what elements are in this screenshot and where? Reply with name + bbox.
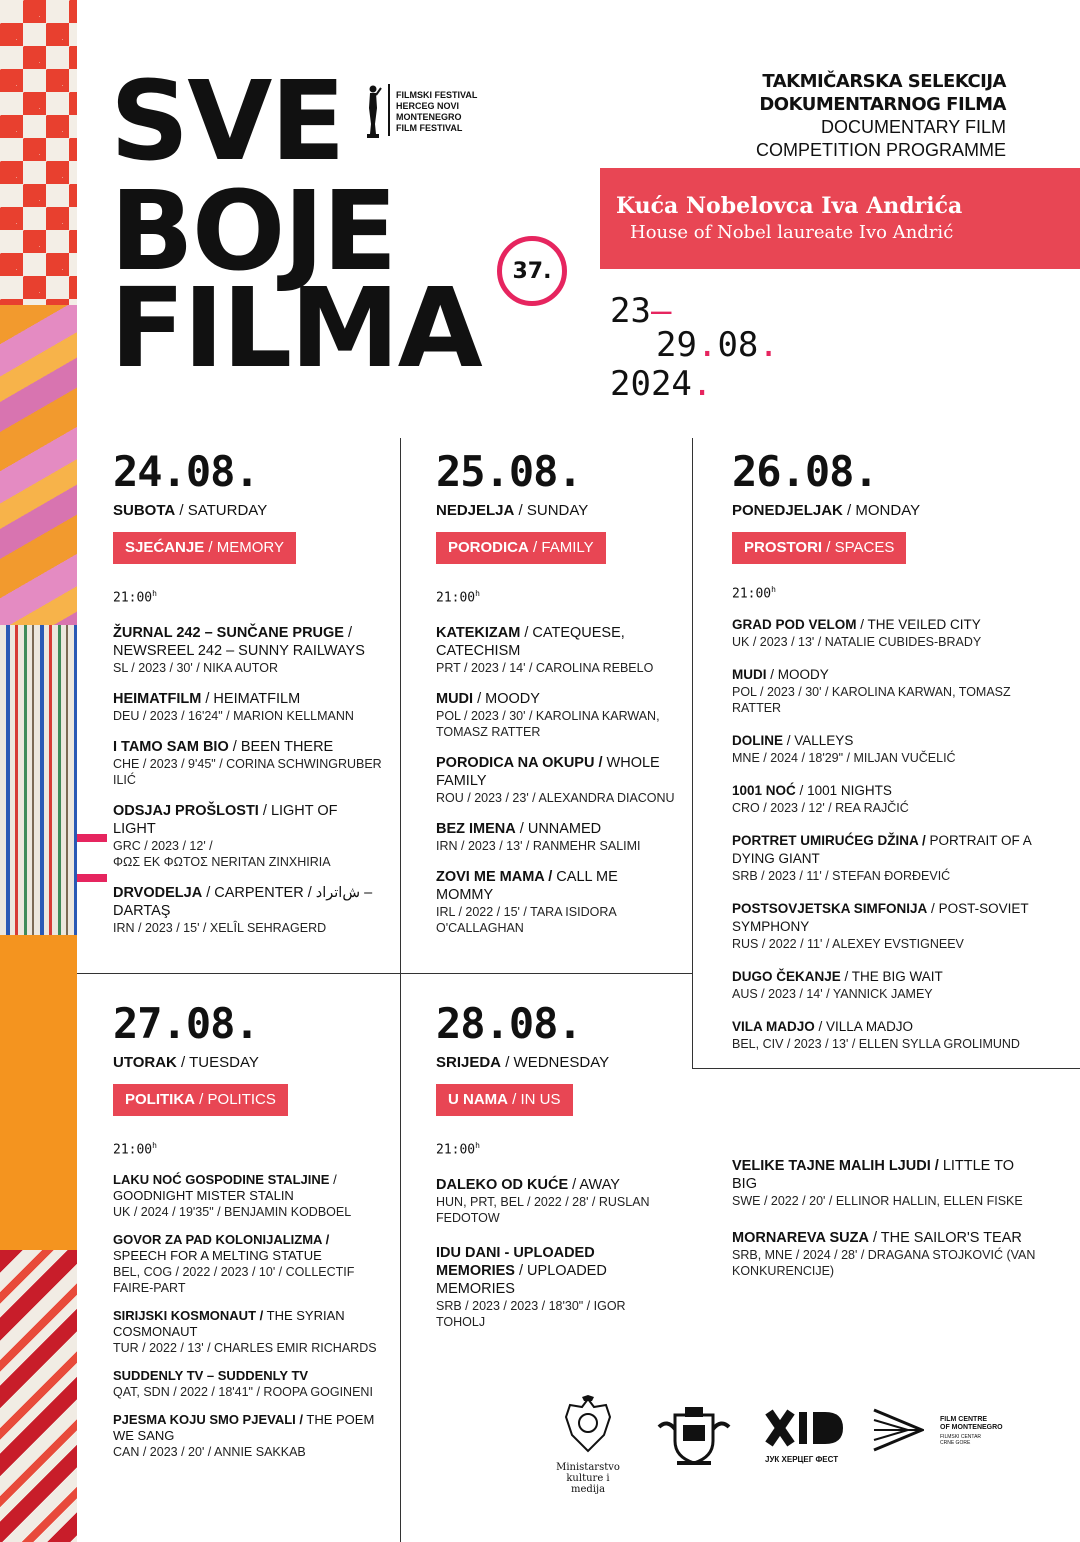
day-name: SUBOTA / SATURDAY — [113, 502, 268, 519]
film-title: GOVOR ZA PAD KOLONIJALIZMA / — [113, 1232, 330, 1248]
woven-stripes — [0, 625, 77, 935]
film-meta: CAN / 2023 / 20' / ANNIE SAKKAB — [113, 1445, 306, 1460]
day-name-local: SUBOTA — [113, 502, 176, 519]
day-name-en: TUESDAY — [189, 1054, 259, 1071]
screening-time — [113, 586, 383, 606]
film-list — [113, 624, 383, 936]
film-title-en: LIGHT OF LIGHT — [113, 803, 338, 838]
film-title-en: CATEQUESE, CATECHISM — [436, 625, 625, 660]
sponsor-caption: kulture i — [566, 1473, 610, 1484]
film-list-continued — [732, 1157, 1042, 1293]
film-meta: POL / 2023 / 30' / KAROLINA KARWAN, TOMASZ RATTER — [732, 685, 1011, 716]
film-entry: I TAMO SAM BIO / BEEN THERE CHE / 2023 / 9'45" / CORINA SCHWINGRUBER ILIĆ — [113, 739, 382, 788]
film-meta: SRB, MNE / 2024 / 28' / DRAGANA STOJKOVIĆ (VAN KONKURENCIJE) — [732, 1248, 1036, 1278]
sponsor-caption: CRNE GORE — [940, 1440, 971, 1446]
film-title: ZOVI ME MAMA / — [436, 869, 553, 886]
day-column — [436, 999, 676, 1344]
logo-text-line: MONTENEGRO — [396, 112, 462, 122]
film-meta: BEL, COG / 2022 / 2023 / 10' / COLLECTIF FAIRE-PART — [113, 1265, 355, 1296]
theme-local: SJEĆANJE — [125, 539, 205, 556]
film-entry: VILA MADJO / VILLA MADJO BEL, CIV / 2023 / 13' / ELLEN SYLLA GROLIMUND — [732, 1018, 1042, 1052]
logo-divider — [388, 84, 390, 136]
juk-logo-icon — [765, 1408, 847, 1448]
film-meta: RUS / 2022 / 11' / ALEXEY EVSTIGNEEV — [732, 937, 964, 952]
theme-en: POLITICS — [207, 1091, 276, 1108]
film-meta: HUN, PRT, BEL / 2022 / 28' / RUSLAN FEDOTOW — [436, 1195, 650, 1226]
statuette-logo-icon — [362, 84, 384, 138]
film-title-en: SPEECH FOR A MELTING STATUE — [113, 1248, 322, 1264]
film-meta: GRC / 2023 / 12' / — [113, 839, 213, 854]
theme-local: PORODICA — [448, 539, 529, 556]
film-title: ŽURNAL 242 – SUNČANE PRUGE — [113, 625, 344, 642]
ministry-logo — [556, 1395, 620, 1495]
day-name-local: SRIJEDA — [436, 1054, 502, 1071]
film-meta: SWE / 2022 / 20' / ELLINOR HALLIN, ELLEN FISKE — [732, 1194, 1023, 1208]
grid-divider — [400, 973, 401, 1542]
film-entry — [113, 1308, 383, 1356]
theme-local: PROSTORI — [744, 539, 823, 556]
film-title-en: GOODNIGHT MISTER STALIN — [113, 1188, 294, 1204]
film-entry: ODSJAJ PROŠLOSTI / LIGHT OF LIGHT GRC / 2023 / 12' / ΦΩΣ ΕΚ ΦΩΤΟΣ NERITAN ZINXHIRIA — [113, 802, 383, 870]
film-entry: MORNAREVA SUZA / THE SAILOR'S TEAR SRB, MNE / 2024 / 28' / DRAGANA STOJKOVIĆ (VAN KONKURENCIJE) — [732, 1229, 1042, 1279]
theme-en: IN US — [520, 1091, 561, 1108]
logo-text-line: FILM FESTIVAL — [396, 123, 463, 133]
film-title: PJESMA KOJU SMO PJEVALI / — [113, 1412, 303, 1428]
film-title-en: WHOLE FAMILY — [436, 755, 660, 790]
theme-local: POLITIKA — [125, 1091, 195, 1108]
film-entry — [732, 832, 1042, 884]
day-name-local: PONEDJELJAK — [732, 502, 843, 519]
checkered-textile — [0, 0, 77, 305]
period-end — [656, 325, 779, 365]
film-entry — [113, 1412, 383, 1460]
sponsor-caption: FILM CENTRE — [940, 1416, 988, 1423]
film-title: POSTSOVJETSKA SIMFONIJA — [732, 901, 928, 917]
film-meta: IRL / 2022 / 15' / TARA ISIDORA O'CALLAGHAN — [436, 905, 617, 936]
day-name: UTORAK / TUESDAY — [113, 1054, 259, 1071]
day-name-local: NEDJELJA — [436, 502, 515, 519]
film-title: MORNAREVA SUZA — [732, 1230, 869, 1246]
time-suffix: h — [475, 1141, 480, 1150]
film-centre-logo-icon — [872, 1408, 924, 1452]
film-entry — [113, 1232, 383, 1296]
coat-of-arms-icon — [556, 1395, 620, 1457]
film-entry: MUDI / MOODY POL / 2023 / 30' / KAROLINA KARWAN, TOMASZ RATTER — [436, 690, 676, 740]
time-value: 21:00 — [436, 590, 476, 606]
film-meta: IRN / 2023 / 13' / RANMEHR SALIMI — [436, 839, 641, 854]
film-title: VELIKE TAJNE MALIH LJUDI / — [732, 1158, 939, 1174]
sponsor-caption: ЈУК ХЕРЦЕГ ФЕСТ — [765, 1455, 839, 1464]
day-name-en: WEDNESDAY — [513, 1054, 610, 1071]
film-meta: SL / 2023 / 30' / NIKA AUTOR — [113, 661, 278, 676]
film-title: I TAMO SAM BIO — [113, 739, 229, 756]
film-meta: MNE / 2024 / 18'29" / MILJAN VUČELIĆ — [732, 751, 956, 766]
pink-marker — [77, 874, 107, 882]
decorative-textile-strip — [0, 0, 77, 1542]
period-start — [610, 291, 672, 331]
theme-local: U NAMA — [448, 1091, 508, 1108]
film-entry: BEZ IMENA / UNNAMED IRN / 2023 / 13' / RANMEHR SALIMI — [436, 820, 676, 854]
film-title: SIRIJSKI KOSMONAUT / — [113, 1308, 264, 1324]
day-date: 28.08. — [436, 999, 582, 1048]
title-line-2: BOJE — [110, 167, 396, 295]
film-title-en: 1001 NIGHTS — [807, 783, 892, 799]
film-meta: CHE / 2023 / 9'45" / CORINA SCHWINGRUBER ILIĆ — [113, 757, 382, 788]
film-title-en: VILLA MADJO — [826, 1019, 914, 1035]
theme-badge: PORODICA / FAMILY — [436, 532, 606, 564]
film-title: VILA MADJO — [732, 1019, 815, 1035]
film-entry — [436, 754, 676, 806]
sponsor-caption: medija — [570, 1484, 606, 1495]
orange-fabric — [0, 935, 77, 1250]
film-title: 1001 NOĆ — [732, 783, 796, 799]
film-entry: DOLINE / VALLEYS MNE / 2024 / 18'29" / MILJAN VUČELIĆ — [732, 732, 1042, 766]
film-title-en: THE POEM WE SANG — [113, 1412, 375, 1444]
venue-name-en: House of Nobel laureate Ivo Andrić — [630, 222, 954, 243]
film-meta: DEU / 2023 / 16'24" / MARION KELLMANN — [113, 709, 354, 724]
selection-line-4: COMPETITION PROGRAMME — [755, 140, 1006, 160]
time-suffix: h — [771, 585, 776, 594]
day-date: 24.08. — [113, 447, 259, 496]
selection-line-1: TAKMIČARSKA SELEKCIJA — [762, 71, 1006, 92]
day-name: SRIJEDA / WEDNESDAY — [436, 1054, 610, 1071]
day-name-local: UTORAK — [113, 1054, 177, 1071]
edition-badge: 37. — [497, 236, 567, 306]
time-value: 21:00 — [436, 1142, 476, 1158]
theme-en: FAMILY — [541, 539, 594, 556]
selection-heading — [756, 70, 1006, 162]
film-list — [436, 1176, 676, 1330]
day-name-en: SATURDAY — [187, 502, 268, 519]
grid-divider — [692, 1068, 1080, 1069]
film-meta: CRO / 2023 / 12' / REA RAJČIĆ — [732, 801, 909, 816]
film-title-en: THE VEILED CITY — [867, 617, 981, 633]
film-entry: LAKU NOĆ GOSPODINE STALJINE / GOODNIGHT MISTER STALIN UK / 2024 / 19'35" / BENJAMIN KODBOEL — [113, 1172, 383, 1220]
film-title: GRAD POD VELOM — [732, 617, 857, 633]
period-year: 2024 — [610, 364, 692, 404]
period-end-day: 29 — [656, 325, 697, 365]
grid-divider — [77, 973, 693, 974]
film-title-en: LITTLE TO BIG — [732, 1158, 1014, 1192]
film-meta: QAT, SDN / 2022 / 18'41" / ROOPA GOGINENI — [113, 1385, 373, 1400]
period-dash: – — [650, 291, 672, 331]
sponsor-caption: OF MONTENEGRO — [940, 1424, 1003, 1431]
period-dot: . — [696, 325, 718, 365]
theme-en: MEMORY — [216, 539, 284, 556]
film-title: SUDDENLY TV – SUDDENLY TV — [113, 1368, 309, 1384]
day-column — [113, 999, 383, 1460]
theme-en: SPACES — [834, 539, 895, 556]
film-list — [732, 616, 1042, 1052]
time-value: 21:00 — [732, 586, 772, 602]
theme-badge: SJEĆANJE / MEMORY — [113, 532, 296, 564]
film-title-en: UNNAMED — [527, 821, 602, 838]
film-meta: ROU / 2023 / 23' / ALEXANDRA DIACONU — [436, 791, 675, 806]
film-title: ODSJAJ PROŠLOSTI — [113, 803, 259, 820]
municipality-crest-icon — [655, 1405, 733, 1467]
film-entry: ŽURNAL 242 – SUNČANE PRUGE / NEWSREEL 242 – SUNNY RAILWAYS SL / 2023 / 30' / NIKA AUTOR — [113, 624, 383, 676]
pink-marker — [77, 834, 107, 842]
grid-divider — [400, 438, 401, 973]
film-entry: GRAD POD VELOM / THE VEILED CITY UK / 2023 / 13' / NATALIE CUBIDES-BRADY — [732, 616, 1042, 650]
film-entry: HEIMATFILM / HEIMATFILM DEU / 2023 / 16'24" / MARION KELLMANN — [113, 690, 383, 724]
logo-text-line: HERCEG NOVI — [396, 101, 460, 111]
film-meta: UK / 2024 / 19'35" / BENJAMIN KODBOEL — [113, 1205, 352, 1220]
film-title-en: CALL ME MOMMY — [436, 869, 618, 904]
film-meta: POL / 2023 / 30' / KAROLINA KARWAN, TOMASZ RATTER — [436, 709, 660, 740]
period-year-line — [610, 364, 713, 404]
juk-herceg-fest-logo — [765, 1408, 855, 1464]
period-dot: . — [691, 364, 713, 404]
time-value: 21:00 — [113, 1142, 153, 1158]
screening-time — [732, 582, 1042, 602]
film-meta: ΦΩΣ ΕΚ ΦΩΤΟΣ NERITAN ZINXHIRIA — [113, 855, 331, 870]
film-title: MUDI — [436, 691, 474, 708]
film-entry: POSTSOVJETSKA SIMFONIJA / POST-SOVIET SYMPHONY RUS / 2022 / 11' / ALEXEY EVSTIGNEEV — [732, 900, 1042, 952]
day-column — [732, 447, 1042, 1052]
film-title-en: POST-SOVIET SYMPHONY — [732, 901, 1029, 935]
film-title: IDU DANI - UPLOADED MEMORIES — [436, 1245, 595, 1280]
sponsor-caption: FILMSKI CENTAR — [940, 1434, 982, 1440]
logo-text-line: FILMSKI FESTIVAL — [396, 90, 478, 100]
film-title: PORTRET UMIRUĆEG DŽINA / — [732, 833, 926, 849]
film-title-en: UPLOADED MEMORIES — [436, 1263, 607, 1298]
theme-badge: PROSTORI / SPACES — [732, 532, 906, 564]
red-fabric — [0, 1250, 77, 1542]
film-entry: DALEKO OD KUĆE / AWAY HUN, PRT, BEL / 2022 / 28' / RUSLAN FEDOTOW — [436, 1176, 676, 1226]
film-title-en: BEEN THERE — [240, 739, 334, 756]
title-line-3: FILMA — [110, 264, 481, 392]
film-entry — [732, 1157, 1042, 1209]
film-title-en: THE SAILOR'S TEAR — [880, 1230, 1022, 1246]
film-meta: SRB / 2023 / 11' / STEFAN ĐORĐEVIĆ — [732, 869, 951, 884]
venue-name: Kuća Nobelovca Iva Andrića — [616, 193, 963, 219]
film-title: BEZ IMENA — [436, 821, 516, 838]
film-title: DOLINE — [732, 733, 784, 749]
film-entry — [113, 1368, 383, 1400]
film-title-en: THE SYRIAN COSMONAUT — [113, 1308, 345, 1340]
theme-badge: U NAMA / IN US — [436, 1084, 573, 1116]
film-title: KATEKIZAM — [436, 625, 521, 642]
day-name: NEDJELJA / SUNDAY — [436, 502, 589, 519]
period-start-day: 23 — [610, 291, 651, 331]
screening-time — [113, 1138, 383, 1158]
film-meta: PRT / 2023 / 14' / CAROLINA REBELO — [436, 661, 654, 676]
film-meta: AUS / 2023 / 14' / YANNICK JAMEY — [732, 987, 933, 1002]
film-title: LAKU NOĆ GOSPODINE STALJINE — [113, 1172, 330, 1188]
film-meta: IRN / 2023 / 15' / XELÎL SEHRAGERD — [113, 921, 327, 936]
day-column — [113, 447, 383, 950]
film-title-en: MOODY — [777, 667, 829, 683]
venue-box — [600, 168, 1080, 269]
film-entry: MUDI / MOODY POL / 2023 / 30' / KAROLINA KARWAN, TOMASZ RATTER — [732, 666, 1042, 716]
film-entry: DUGO ČEKANJE / THE BIG WAIT AUS / 2023 / 14' / YANNICK JAMEY — [732, 968, 1042, 1002]
screening-time — [436, 1138, 676, 1158]
festival-logo-text — [396, 90, 506, 134]
knit-textile — [0, 305, 77, 625]
film-title: PORODICA NA OKUPU / — [436, 755, 603, 772]
film-centre-text — [940, 1416, 1030, 1446]
film-title-en: THE BIG WAIT — [851, 969, 943, 985]
film-title-en: VALLEYS — [794, 733, 854, 749]
film-title: DUGO ČEKANJE — [732, 969, 841, 985]
film-title-en: NEWSREEL 242 – SUNNY RAILWAYS — [113, 643, 365, 660]
time-suffix: h — [152, 1141, 157, 1150]
day-name: PONEDJELJAK / MONDAY — [732, 502, 921, 519]
film-meta: UK / 2023 / 13' / NATALIE CUBIDES-BRADY — [732, 635, 982, 650]
period-month: 08 — [717, 325, 759, 365]
film-entry: KATEKIZAM / CATEQUESE, CATECHISM PRT / 2023 / 14' / CAROLINA REBELO — [436, 624, 676, 676]
film-meta: SRB / 2023 / 2023 / 18'30" / IGOR TOHOLJ — [436, 1299, 626, 1330]
theme-badge: POLITIKA / POLITICS — [113, 1084, 288, 1116]
film-title: HEIMATFILM — [113, 691, 202, 708]
time-value: 21:00 — [113, 590, 153, 606]
film-title: DRVODELJA — [113, 885, 203, 902]
day-name-en: MONDAY — [855, 502, 921, 519]
screening-time — [436, 586, 676, 606]
film-title-en: MOODY — [485, 691, 540, 708]
film-title: DALEKO OD KUĆE — [436, 1177, 569, 1194]
selection-line-2: DOKUMENTARNOG FILMA — [759, 94, 1006, 115]
film-title-en: HEIMATFILM — [213, 691, 301, 708]
sponsor-caption: Ministarstvo — [556, 1462, 620, 1473]
film-meta: TUR / 2022 / 13' / CHARLES EMIR RICHARDS — [113, 1341, 377, 1356]
film-entry — [436, 868, 676, 936]
film-title: MUDI — [732, 667, 767, 683]
film-entry: DRVODELJA / CARPENTER / ش‌اتراد – DARTAŞ IRN / 2023 / 15' / XELÎL SEHRAGERD — [113, 884, 383, 936]
film-title-en: CARPENTER / ش‌اتراد – DARTAŞ — [113, 885, 373, 920]
film-entry: 1001 NOĆ / 1001 NIGHTS CRO / 2023 / 12' / REA RAJČIĆ — [732, 782, 1042, 816]
day-name-en: SUNDAY — [526, 502, 589, 519]
day-column — [436, 447, 676, 950]
day-date: 25.08. — [436, 447, 582, 496]
film-list — [436, 624, 676, 936]
film-list — [113, 1172, 383, 1460]
day-date: 26.08. — [732, 447, 878, 496]
film-title-en: PORTRAIT OF A DYING GIANT — [732, 833, 1032, 867]
selection-line-3: DOCUMENTARY FILM — [820, 117, 1006, 137]
period-dot: . — [758, 325, 779, 365]
film-entry: IDU DANI - UPLOADED MEMORIES / UPLOADED MEMORIES SRB / 2023 / 2023 / 18'30" / IGOR TOHOLJ — [436, 1244, 676, 1330]
time-suffix: h — [475, 589, 480, 598]
film-title-en: AWAY — [579, 1177, 620, 1194]
title-line-1: SVE — [110, 57, 344, 185]
time-suffix: h — [152, 589, 157, 598]
film-meta: BEL, CIV / 2023 / 13' / ELLEN SYLLA GROLIMUND — [732, 1037, 1020, 1052]
day-date: 27.08. — [113, 999, 259, 1048]
